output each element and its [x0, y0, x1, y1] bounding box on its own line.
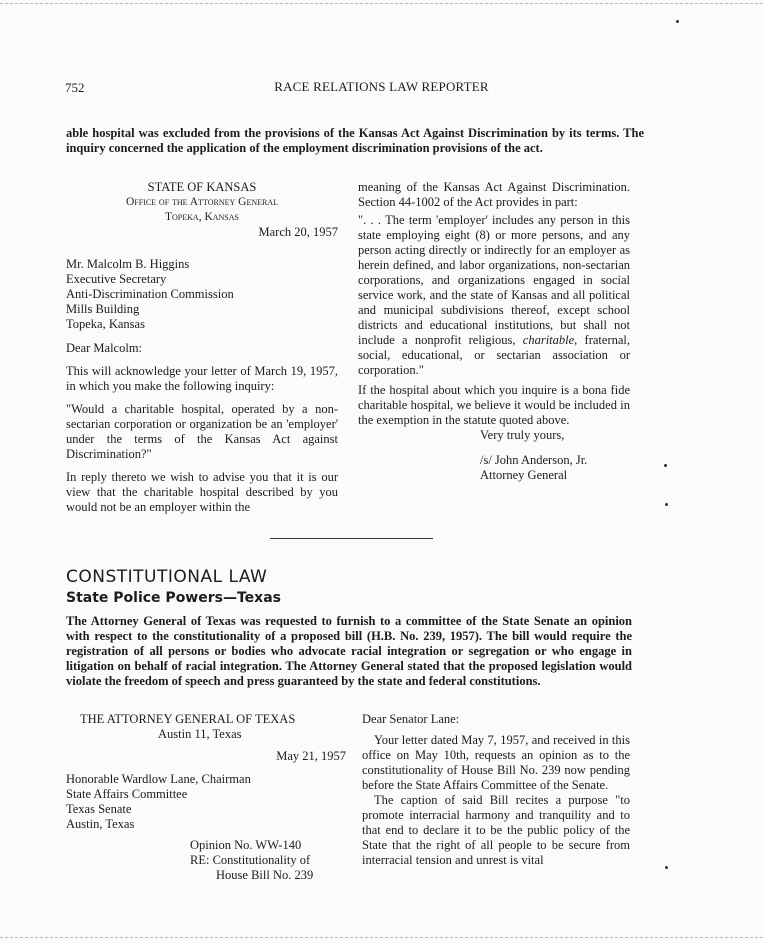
letterhead-office: Office of the Attorney General: [125, 196, 279, 208]
texas-letter-left-column: [66, 712, 346, 883]
addressee-line: Mr. Malcolm B. Higgins: [66, 257, 190, 271]
letter-paragraph: If the hospital about which you inquire is a bona fide charitable hospital, we believe it would be included in the exemption in the statute quoted above.: [358, 383, 630, 427]
addressee-line: Honorable Wardlow Lane, Chairman: [66, 772, 251, 786]
inquiry-quote: "Would a charitable hospital, operated by a non-sectarian corporation or organization be an 'employer' under the terms of the Kansas Act against Discrimination?": [66, 402, 338, 461]
letter-paragraph: This will acknowledge your letter of March 19, 1957, in which you make the following inquiry:: [66, 364, 338, 393]
statute-quote-text: ". . . The term 'employer' includes any person in this state employing eight (8) or more persons, and any person acting directly or indirectly for an employer as herein defined, and labor organizations, non-sectarian corporations, and organizations engaged in social service work, and the state of Kansas and all political and municipal subdivisions thereof, except school districts and educational institutions, but shall not include a nonprofit religious,: [358, 213, 630, 347]
salutation: Dear Senator Lane:: [362, 712, 460, 726]
letterhead-office: THE ATTORNEY GENERAL OF TEXAS: [80, 712, 296, 726]
re-line: House Bill No. 239: [216, 868, 314, 882]
running-header: RACE RELATIONS LAW REPORTER: [274, 79, 489, 94]
scan-speck: [665, 503, 668, 506]
page-bottom-edge: [0, 937, 763, 938]
scan-speck: [665, 866, 668, 869]
addressee-line: Austin, Texas: [66, 817, 135, 831]
intro-summary: able hospital was excluded from the provisions of the Kansas Act Against Discrimination by its terms. The inquiry concerned the application of the employment discrimination provisions of the act.: [66, 126, 644, 155]
addressee-line: Mills Building: [66, 302, 140, 316]
addressee-line: Topeka, Kansas: [66, 317, 145, 331]
letter-paragraph: Your letter dated May 7, 1957, and received in this office on May 10th, requests an opinion as to the constitutionality of House Bill No. 239 now pending before the State Affairs Committee of the Senate.: [362, 733, 630, 792]
letterhead-city: Topeka, Kansas: [165, 211, 239, 223]
signature: /s/ John Anderson, Jr.: [480, 453, 588, 467]
kansas-letter-left-column: [66, 180, 338, 515]
letter-paragraph: In reply thereto we wish to advise you that it is our view that the charitable hospital described by you would not be an employer within the: [66, 470, 338, 514]
statute-quote-italic: charitable,: [522, 333, 578, 347]
letterhead-state: STATE OF KANSAS: [147, 180, 257, 194]
signature-title: Attorney General: [480, 468, 568, 482]
scan-speck: [676, 20, 679, 23]
section-subtitle: State Police Powers—Texas: [66, 590, 281, 606]
section-summary: The Attorney General of Texas was requested to furnish to a committee of the State Senate an opinion with respect to the constitutionality of a proposed bill (H.B. No. 239, 1957). The bill would require the registration of all persons or bodies who advocate racial integration or segregation or who engage in litigation on behalf of racial integration. The Attorney General stated that the proposed legislation would violate the freedom of speech and press guaranteed by the state and federal constitutions.: [66, 614, 632, 688]
letter-paragraph: meaning of the Kansas Act Against Discrimination. Section 44-1002 of the Act provides in part:: [358, 180, 630, 209]
opinion-number: Opinion No. WW-140: [190, 838, 302, 852]
letter-date: March 20, 1957: [258, 225, 338, 239]
addressee-line: Anti-Discrimination Commission: [66, 287, 234, 301]
closing: Very truly yours,: [480, 428, 565, 442]
page-number: 752: [65, 80, 85, 95]
statute-quote: [358, 213, 630, 378]
page-top-edge: [0, 3, 763, 4]
kansas-letter-right-column: [358, 180, 630, 483]
texas-letter-right-column: [362, 712, 630, 868]
letterhead-city: Austin 11, Texas: [158, 727, 242, 741]
letter-date: May 21, 1957: [276, 749, 346, 763]
statute-quote-text: fraternal, social, educational, or sectarian association or corporation.": [358, 333, 631, 377]
scan-speck: [664, 464, 667, 467]
re-line: RE: Constitutionality of: [190, 853, 311, 867]
addressee-line: Executive Secretary: [66, 272, 167, 286]
addressee-line: Texas Senate: [66, 802, 132, 816]
section-title: CONSTITUTIONAL LAW: [66, 567, 268, 587]
section-divider: [270, 538, 433, 539]
letter-paragraph: The caption of said Bill recites a purpose "to promote interracial harmony and tranquility and to that end to declare it to be the public policy of the State that the right of all people to be secure from interracial tension and unrest is vital: [362, 793, 630, 867]
addressee-line: State Affairs Committee: [66, 787, 188, 801]
salutation: Dear Malcolm:: [66, 341, 143, 355]
